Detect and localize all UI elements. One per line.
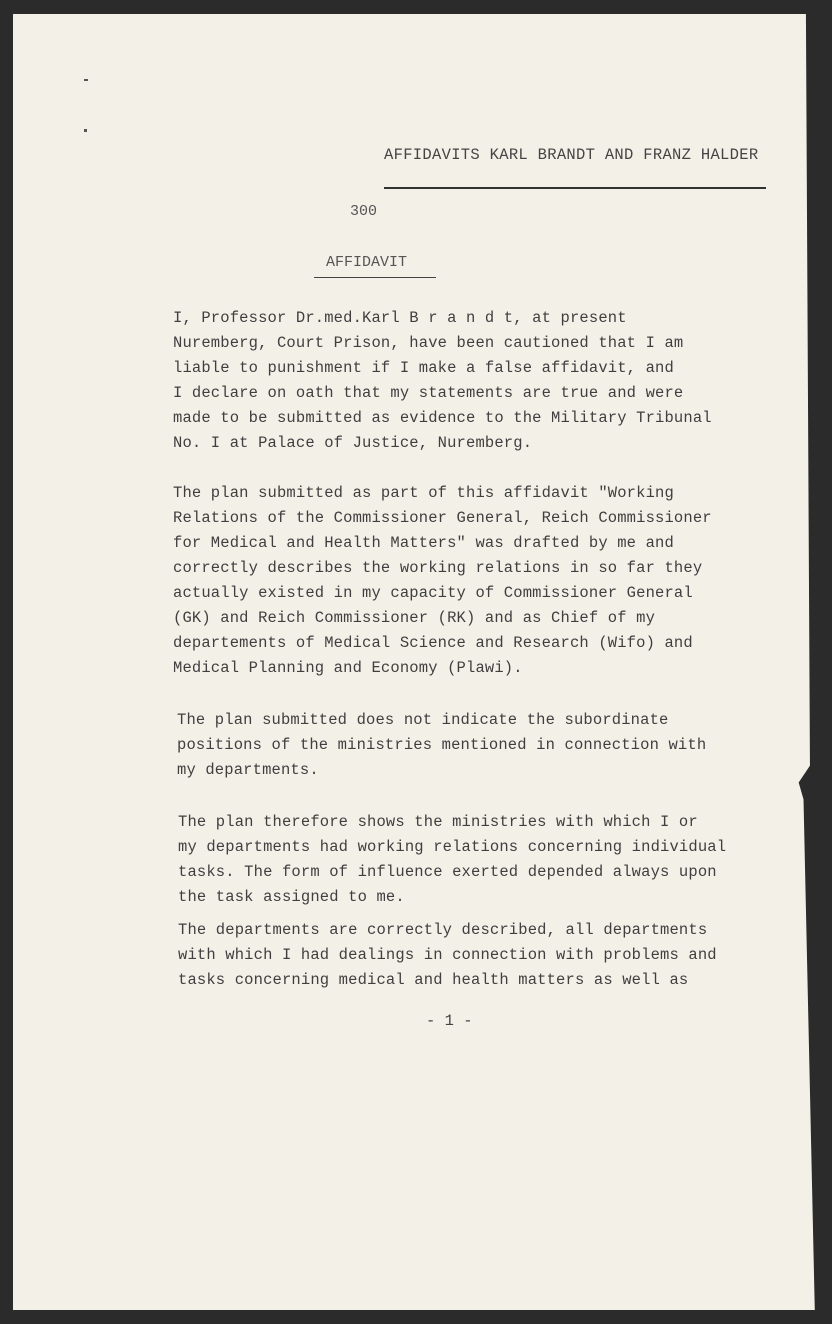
paper-speck bbox=[84, 129, 87, 132]
title-underline bbox=[314, 277, 436, 278]
header-title: AFFIDAVITS KARL BRANDT AND FRANZ HALDER bbox=[384, 146, 759, 164]
paragraph-subordinate: The plan submitted does not indicate the subordinate positions of the ministries mentioned in connection with my departments. bbox=[177, 711, 707, 779]
header-underline bbox=[384, 187, 766, 189]
paragraph-plan: The plan submitted as part of this affidavit "Working Relations of the Commissioner General, Reich Commissioner for Medical and Health Matters" was drafted by me and correctly describes the working relations in so far they actually existed in my capacity of Commissioner General (GK) and Reich Commissioner (RK) and as Chief of my departements of Medical Science and Research (Wifo) and Medical Planning and Economy (Plawi). bbox=[173, 484, 712, 677]
document-title: AFFIDAVIT bbox=[326, 254, 408, 271]
page-number-footer: - 1 - bbox=[426, 1012, 473, 1030]
paragraph-departments: The departments are correctly described, all departments with which I had dealings in connection with problems and tasks concerning medical and health matters as well as bbox=[178, 921, 717, 989]
paper-speck bbox=[84, 79, 88, 81]
paragraph-oath: I, Professor Dr.med.Karl B r a n d t, at present Nuremberg, Court Prison, have been cautioned that I am liable to punishment if I make a false affidavit, and I declare on oath that my statements are true and were made to be submitted as evidence to the Military Tribunal No. I at Palace of Justice, Nuremberg. bbox=[173, 309, 712, 452]
page-number-top: 300 bbox=[350, 203, 378, 220]
paragraph-ministries: The plan therefore shows the ministries with which I or my departments had working relations concerning individual tasks. The form of influence exerted depended always upon the task assigned to me. bbox=[178, 813, 727, 906]
